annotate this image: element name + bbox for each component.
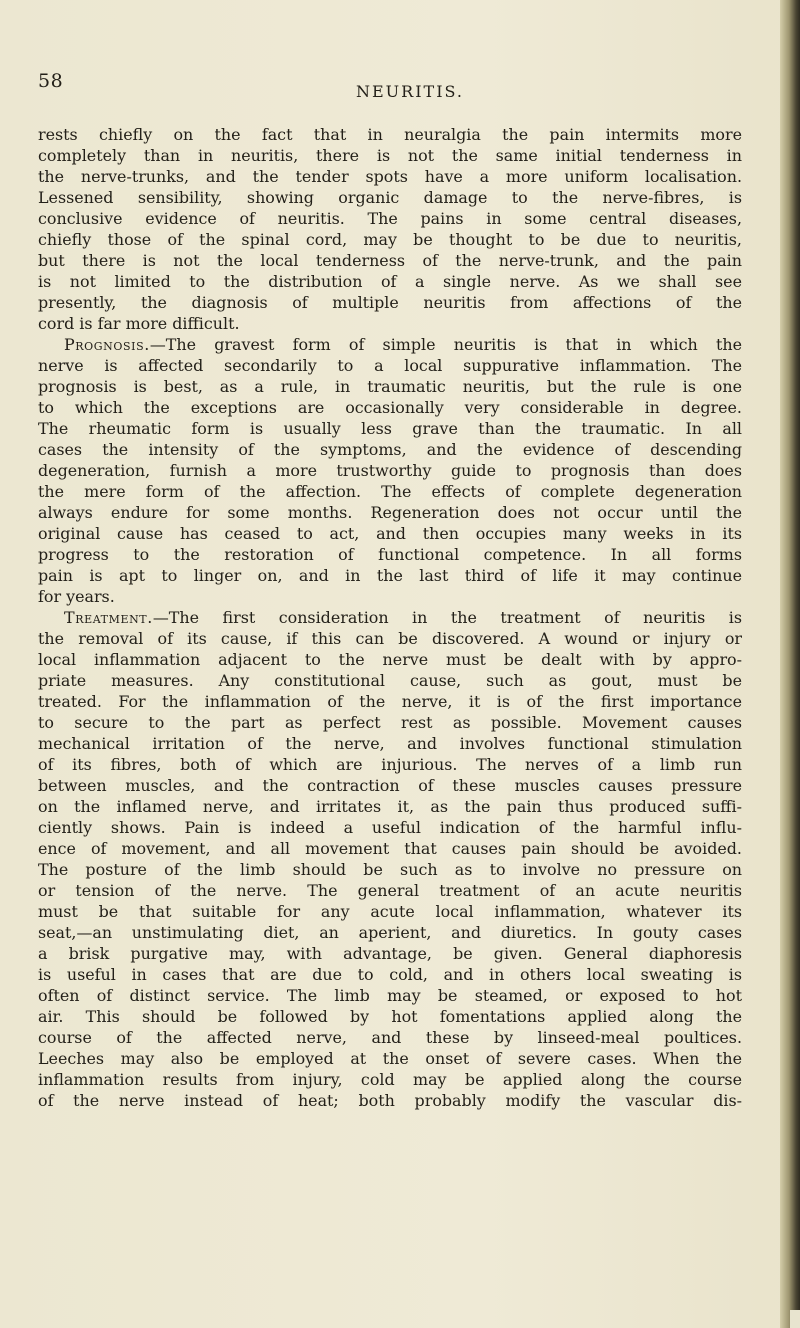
- text-line: a brisk purgative may, with advantage, be given. General diaphoresis: [38, 944, 742, 963]
- running-head: NEURITIS.: [356, 82, 464, 101]
- prognosis-first-line: [38, 334, 742, 355]
- text-line: air. This should be followed by hot fomentations applied along the: [38, 1007, 742, 1026]
- text-line: mechanical irritation of the nerve, and involves functional stimulation: [38, 734, 742, 753]
- text-line: but there is not the local tenderness of the nerve-trunk, and the pain: [38, 251, 742, 270]
- text-line: cord is far more difficult.: [38, 314, 240, 333]
- text-line: degeneration, furnish a more trustworthy guide to prognosis than does: [38, 461, 742, 480]
- text-line: or tension of the nerve. The general treatment of an acute neuritis: [38, 881, 742, 900]
- text-line: ence of movement, and all movement that causes pain should be avoided.: [38, 839, 742, 858]
- text-line: local inflammation adjacent to the nerve must be dealt with by appro-: [38, 650, 742, 669]
- text-line: is useful in cases that are due to cold, and in others local sweating is: [38, 965, 742, 984]
- text-line: Leeches may also be employed at the onset of severe cases. When the: [38, 1049, 742, 1068]
- text-line: of the nerve instead of heat; both probably modify the vascular dis-: [38, 1091, 742, 1110]
- text-line: the mere form of the affection. The effects of complete degeneration: [38, 482, 742, 501]
- text-line: nerve is affected secondarily to a local suppurative inflammation. The: [38, 356, 742, 375]
- text-line: always endure for some months. Regeneration does not occur until the: [38, 503, 742, 522]
- text-line: priate measures. Any constitutional cause, such as gout, must be: [38, 671, 742, 690]
- text-line: inflammation results from injury, cold may be applied along the course: [38, 1070, 742, 1089]
- treatment-first-line-text: —The first consideration in the treatment of neuritis is: [152, 608, 742, 627]
- text-line: between muscles, and the contraction of these muscles causes pressure: [38, 776, 742, 795]
- text-line: pain is apt to linger on, and in the last third of life it may continue: [38, 566, 742, 585]
- text-line: often of distinct service. The limb may be steamed, or exposed to hot: [38, 986, 742, 1005]
- text-line: original cause has ceased to act, and then occupies many weeks in its: [38, 524, 742, 543]
- page-corner: [790, 1310, 800, 1328]
- text-line: chiefly those of the spinal cord, may be thought to be due to neuritis,: [38, 230, 742, 249]
- text-line: seat,—an unstimulating diet, an aperient, and diuretics. In gouty cases: [38, 923, 742, 942]
- page-binding-edge: [780, 0, 800, 1328]
- text-line: conclusive evidence of neuritis. The pains in some central diseases,: [38, 209, 742, 228]
- text-line: presently, the diagnosis of multiple neuritis from affections of the: [38, 293, 742, 312]
- text-line: prognosis is best, as a rule, in traumatic neuritis, but the rule is one: [38, 377, 742, 396]
- text-line: The posture of the limb should be such as to involve no pressure on: [38, 860, 742, 879]
- text-line: rests chiefly on the fact that in neuralgia the pain intermits more: [38, 125, 742, 144]
- text-line: on the inflamed nerve, and irritates it, as the pain thus produced suffi-: [38, 797, 742, 816]
- body-text: [38, 124, 742, 1111]
- text-line: for years.: [38, 587, 115, 606]
- text-line: Lessened sensibility, showing organic damage to the nerve-fibres, is: [38, 188, 742, 207]
- text-line: cases the intensity of the symptoms, and the evidence of descending: [38, 440, 742, 459]
- prognosis-first-line-text: —The gravest form of simple neuritis is that in which the: [149, 335, 742, 354]
- text-line: to which the exceptions are occasionally very considerable in degree.: [38, 398, 742, 417]
- text-line: is not limited to the distribution of a single nerve. As we shall see: [38, 272, 742, 291]
- text-line: progress to the restoration of functional competence. In all forms: [38, 545, 742, 564]
- text-line: The rheumatic form is usually less grave than the traumatic. In all: [38, 419, 742, 438]
- text-line: ciently shows. Pain is indeed a useful indication of the harmful influ-: [38, 818, 742, 837]
- treatment-heading: Treatment.: [64, 608, 153, 627]
- prognosis-heading: Prognosis.: [64, 335, 150, 354]
- text-line: must be that suitable for any acute local inflammation, whatever its: [38, 902, 742, 921]
- text-line: treated. For the inflammation of the nerve, it is of the first importance: [38, 692, 742, 711]
- text-line: course of the affected nerve, and these by linseed-meal poultices.: [38, 1028, 742, 1047]
- text-line: to secure to the part as perfect rest as possible. Movement causes: [38, 713, 742, 732]
- text-line: of its fibres, both of which are injurious. The nerves of a limb run: [38, 755, 742, 774]
- treatment-first-line: [38, 607, 742, 628]
- text-line: completely than in neuritis, there is not the same initial tenderness in: [38, 146, 742, 165]
- page-number: 58: [38, 70, 64, 92]
- text-line: the removal of its cause, if this can be discovered. A wound or injury or: [38, 629, 742, 648]
- text-line: the nerve-trunks, and the tender spots have a more uniform localisation.: [38, 167, 742, 186]
